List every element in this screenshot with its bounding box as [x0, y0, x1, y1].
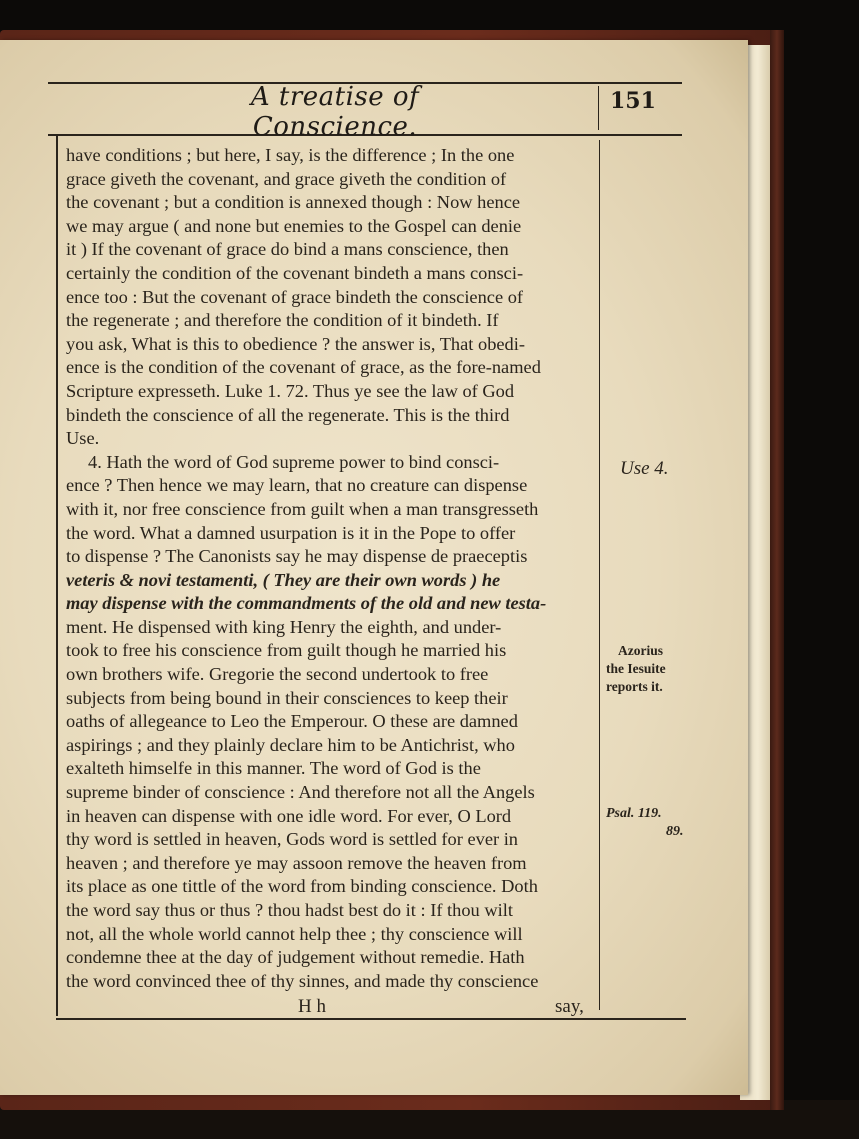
- text-line: took to free his conscience from guilt though he married his: [66, 640, 507, 661]
- text-line: the word. What a damned usurpation is it in the Pope to offer: [66, 522, 516, 543]
- text-line: subjects from being bound in their consciences to keep their: [66, 687, 508, 708]
- text-line: may dispense with the commandments of the old and new testa-: [66, 593, 547, 614]
- text-line: condemne thee at the day of judgement without remedie. Hath: [66, 947, 525, 968]
- text-line: 4. Hath the word of God supreme power to bind consci-: [88, 451, 500, 472]
- text-line: ence too : But the covenant of grace bindeth the conscience of: [66, 286, 524, 307]
- text-line: aspirings ; and they plainly declare him to be Antichrist, who: [66, 734, 515, 755]
- margin-note-use-text: Use 4.: [620, 458, 669, 479]
- margin-note-azorius: [606, 642, 666, 696]
- text-line: heaven ; and therefore ye may assoon remove the heaven from: [66, 852, 527, 873]
- text-line: ence is the condition of the covenant of grace, as the fore-named: [66, 357, 541, 378]
- text-line: ence ? Then hence we may learn, that no creature can dispense: [66, 475, 528, 496]
- text-line: the word convinced thee of thy sinnes, and made thy conscience: [66, 970, 539, 991]
- margin-column-rule: [599, 140, 600, 1010]
- margin-note-line: the Iesuite: [606, 661, 666, 676]
- running-title: A treatise of Conscience.: [250, 82, 420, 142]
- margin-note-line: 89.: [666, 824, 684, 839]
- text-line: have conditions ; but here, I say, is the difference ; In the one: [66, 145, 515, 165]
- text-line: certainly the condition of the covenant bindeth a mans consci-: [66, 262, 524, 283]
- catchword: say,: [555, 996, 584, 1017]
- text-line: to dispense ? The Canonists say he may dispense de praeceptis: [66, 546, 528, 567]
- text-line: we may argue ( and none but enemies to the Gospel can denie: [66, 215, 522, 236]
- bottom-rule: [56, 1018, 686, 1020]
- margin-note-line: Psal. 119.: [606, 806, 662, 821]
- text-line: own brothers wife. Gregorie the second undertook to free: [66, 664, 489, 685]
- left-column-rule: [56, 136, 58, 1016]
- margin-note-psalm: [606, 805, 684, 841]
- text-line: with it, nor free conscience from guilt when a man transgresseth: [66, 498, 539, 519]
- text-line: it ) If the covenant of grace do bind a mans conscience, then: [66, 239, 509, 260]
- page-number: 151: [610, 88, 656, 114]
- text-line: oaths of allegeance to Leo the Emperour. O these are damned: [66, 711, 518, 732]
- text-line: thy word is settled in heaven, Gods word is settled for ever in: [66, 829, 519, 850]
- text-line: ment. He dispensed with king Henry the eighth, and under-: [66, 616, 502, 637]
- text-line: exalteth himselfe in this manner. The word of God is the: [66, 758, 481, 779]
- text-line: the word say thus or thus ? thou hadst best do it : If thou wilt: [66, 900, 513, 920]
- text-line: grace giveth the covenant, and grace giveth the condition of: [66, 168, 507, 189]
- text-line: veteris & novi testamenti, ( They are their own words ) he: [66, 569, 501, 590]
- book-spine: [770, 30, 784, 1110]
- text-line: the covenant ; but a condition is annexed though : Now hence: [66, 192, 521, 213]
- signature-mark: H h: [298, 996, 326, 1017]
- text-line: bindeth the conscience of all the regenerate. This is the third: [66, 404, 510, 425]
- body-text: [66, 144, 596, 993]
- text-line: the regenerate ; and therefore the condition of it bindeth. If: [66, 310, 499, 331]
- text-line: in heaven can dispense with one idle word. For ever, O Lord: [66, 805, 512, 826]
- text-line: not, all the whole world cannot help thee ; thy conscience will: [66, 923, 523, 944]
- text-line: supreme binder of conscience : And therefore not all the Angels: [66, 782, 535, 803]
- margin-note-line: Azorius: [618, 643, 663, 658]
- text-line: Scripture expresseth. Luke 1. 72. Thus ye see the law of God: [66, 380, 515, 401]
- text-line: its place as one tittle of the word from binding conscience. Doth: [66, 876, 538, 897]
- margin-note-line: reports it.: [606, 679, 663, 694]
- margin-note-use: [620, 458, 669, 480]
- text-line: you ask, What is this to obedience ? the answer is, That obedi-: [66, 333, 525, 354]
- text-line: Use.: [66, 428, 100, 449]
- header-divider: [598, 86, 599, 130]
